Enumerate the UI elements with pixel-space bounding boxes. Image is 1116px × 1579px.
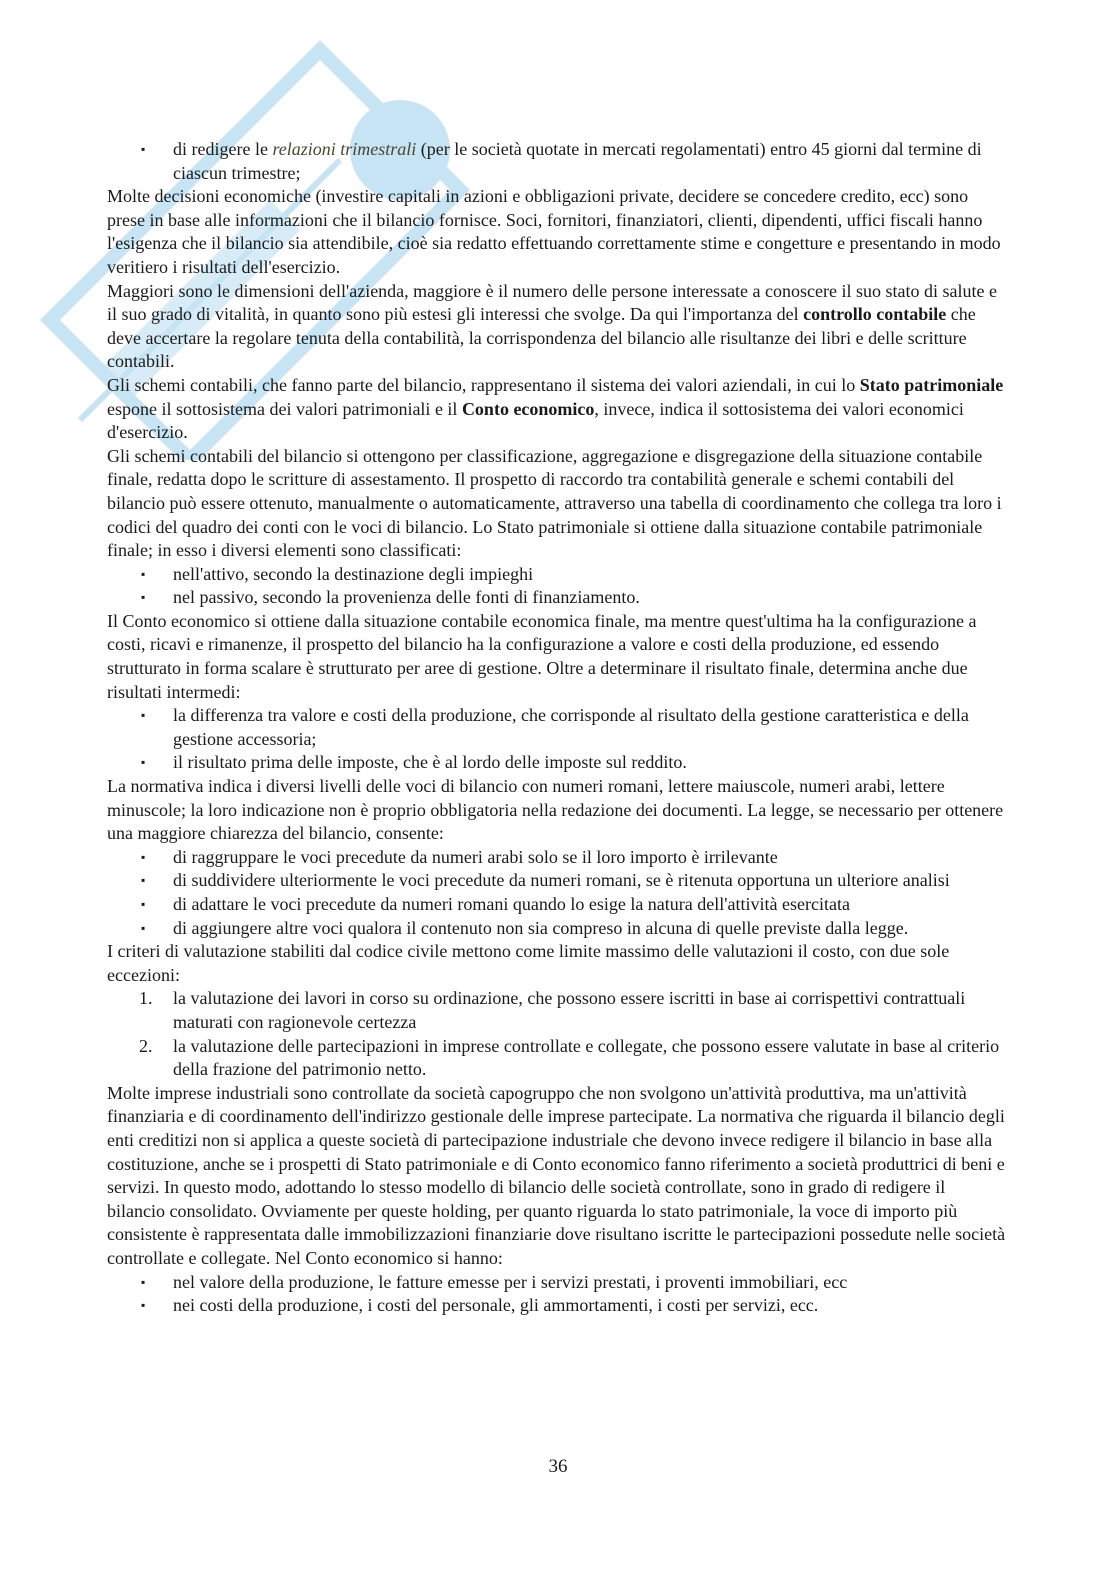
bullet-item bbox=[107, 1294, 1007, 1318]
text-run: nei costi della produzione, i costi del personale, gli ammortamenti, i costi per servizi, ecc. bbox=[173, 1295, 819, 1316]
bullet-item bbox=[107, 846, 1007, 870]
paragraph bbox=[107, 610, 1007, 704]
text-run: che deve accertare la regolare tenuta della contabilità, la corrispondenza del bilancio alle risultanze dei libri e delle scritture contabili. bbox=[107, 304, 976, 372]
page-number: 36 bbox=[548, 1456, 568, 1477]
list-number: 2. bbox=[139, 1035, 153, 1056]
text-run: nel passivo, secondo la provenienza delle fonti di finanziamento. bbox=[173, 587, 640, 608]
document-body bbox=[107, 138, 1007, 1318]
text-run: la differenza tra valore e costi della produzione, che corrisponde al risultato della gestione caratteristica e della gestione accessoria; bbox=[173, 705, 969, 749]
bullet-item bbox=[107, 138, 1007, 185]
bullet-marker-icon: ▪ bbox=[141, 873, 146, 888]
numbered-item bbox=[107, 1035, 1007, 1082]
bullet-item bbox=[107, 563, 1007, 587]
text-run: di raggruppare le voci precedute da numeri arabi solo se il loro importo è irrilevante bbox=[173, 846, 778, 867]
bullet-item bbox=[107, 586, 1007, 610]
text-run: di suddividere ulteriormente le voci precedute da numeri romani, se è ritenuta opportuna un ulteriore analisi bbox=[173, 870, 950, 891]
bullet-marker-icon: ▪ bbox=[141, 1298, 146, 1313]
paragraph bbox=[107, 374, 1007, 445]
paragraph bbox=[107, 185, 1007, 279]
bullet-marker-icon: ▪ bbox=[141, 849, 146, 864]
bullet-item bbox=[107, 1271, 1007, 1295]
bullet-marker-icon: ▪ bbox=[141, 142, 146, 156]
text-run: La normativa indica i diversi livelli delle voci di bilancio con numeri romani, lettere maiuscole, numeri arabi, lettere minuscole; la loro indicazione non è proprio obbligatoria nella redazione dei documenti. La legge, se necessario per ottenere una maggiore chiarezza del bilancio, consente: bbox=[107, 776, 1004, 844]
text-run: espone il sottosistema dei valori patrimoniali e il bbox=[107, 398, 462, 419]
list-number: 1. bbox=[139, 988, 153, 1009]
paragraph bbox=[107, 940, 1007, 987]
paragraph bbox=[107, 1082, 1007, 1271]
text-run: la valutazione dei lavori in corso su ordinazione, che possono essere iscritti in base ai corrispettivi contrattuali maturati con ragionevole certezza bbox=[173, 988, 966, 1032]
paragraph bbox=[107, 445, 1007, 563]
bullet-item bbox=[107, 869, 1007, 893]
text-run: , invece, indica il sottosistema dei valori economici d'esercizio. bbox=[107, 398, 964, 443]
text-run: di adattare le voci precedute da numeri romani quando lo esige la natura dell'attività esercitata bbox=[173, 894, 850, 914]
bullet-marker-icon: ▪ bbox=[141, 1274, 146, 1289]
text-run: Molte decisioni economiche (investire capitali in azioni e obbligazioni private, decidere se concedere credito, ecc) sono prese in base alle informazioni che il bilancio fornisce. Soci, fornitori, finanziatori, clienti, dipendenti, uffici fiscali hanno l'esigenza che il bilancio sia attendibile, cioè sia redatto effettuando correttamente stime e congetture e presentando in modo veritiero i risultati dell'esercizio. bbox=[107, 186, 1001, 277]
bullet-marker-icon: ▪ bbox=[141, 590, 146, 605]
italic-term: relazioni trimestrali bbox=[272, 139, 417, 159]
text-run: di aggiungere altre voci qualora il contenuto non sia compreso in alcuna di quelle previste dalla legge. bbox=[173, 917, 909, 938]
paragraph bbox=[107, 775, 1007, 846]
text-run: Molte imprese industriali sono controllate da società capogruppo che non svolgono un'attività produttiva, ma un'attività finanziaria e di coordinamento dell'indirizzo gestionale delle imprese partecipate. La normativa che riguarda il bilancio degli enti creditizi non si applica a queste società di partecipazione industriale che devono invece redigere il bilancio in base alla costituzione, anche se i prospetti di Stato patrimoniale e di Conto economico fanno riferimento a società produttrici di beni e servizi. In questo modo, adottando lo stesso modello di bilancio delle società controllate, sono in grado di redigere il bilancio consolidato. Ovviamente per queste holding, per quanto riguarda lo stato patrimoniale, la voce di importo più consistente è rappresentata dalle immobilizzazioni finanziarie dove risultano iscritte le partecipazioni possedute nelle società controllate e collegate. Nel Conto economico si hanno: bbox=[107, 1082, 1006, 1268]
numbered-item bbox=[107, 987, 1007, 1034]
bullet-item bbox=[107, 917, 1007, 941]
text-run: nel valore della produzione, le fatture emesse per i servizi prestati, i proventi immobiliari, ecc bbox=[173, 1271, 848, 1292]
bold-term: Conto economico bbox=[461, 398, 595, 419]
bullet-item bbox=[107, 893, 1007, 917]
bullet-item bbox=[107, 704, 1007, 751]
bold-term: controllo contabile bbox=[803, 304, 947, 325]
text-run: la valutazione delle partecipazioni in imprese controllate e collegate, che possono essere valutate in base al criterio della frazione del patrimonio netto. bbox=[173, 1035, 1000, 1080]
bullet-item bbox=[107, 751, 1007, 775]
bullet-marker-icon: ▪ bbox=[141, 566, 146, 581]
text-run: Gli schemi contabili del bilancio si ottengono per classificazione, aggregazione e disgregazione della situazione contabile finale, redatta dopo le scritture di assestamento. Il prospetto di raccordo tra contabilità generale e schemi contabili del bilancio può essere ottenuto, manualmente o automaticamente, attraverso una tabella di coordinamento che collega tra loro i codici del quadro dei conti con le voci di bilancio. Lo Stato patrimoniale si ottiene dalla situazione contabile patrimoniale finale; in esso i diversi elementi sono classificati: bbox=[107, 445, 1002, 561]
paragraph bbox=[107, 280, 1007, 374]
text-run: I criteri di valutazione stabiliti dal codice civile mettono come limite massimo delle valutazioni il costo, con due sole eccezioni: bbox=[107, 941, 950, 985]
bullet-marker-icon: ▪ bbox=[141, 708, 146, 723]
text-run: il risultato prima delle imposte, che è al lordo delle imposte sul reddito. bbox=[173, 752, 687, 773]
text-run: Il Conto economico si ottiene dalla situazione contabile economica finale, ma mentre quest'ultima ha la configurazione a costi, ricavi e rimanenze, il prospetto del bilancio ha la configurazione a valore e costi della produzione, ed essendo strutturato in forma scalare è strutturato per aree di gestione. Oltre a determinare il risultato finale, determina anche due risultati intermedi: bbox=[107, 610, 977, 702]
bullet-marker-icon: ▪ bbox=[141, 920, 146, 935]
bold-term: Stato patrimoniale bbox=[859, 374, 1004, 395]
bullet-marker-icon: ▪ bbox=[141, 755, 146, 770]
text-run: Gli schemi contabili, che fanno parte del bilancio, rappresentano il sistema dei valori aziendali, in cui lo bbox=[107, 374, 860, 395]
text-run: nell'attivo, secondo la destinazione degli impieghi bbox=[173, 563, 534, 584]
text-run: Maggiori sono le dimensioni dell'azienda, maggiore è il numero delle persone interessate a conoscere il suo stato di salute e il suo grado di vitalità, in quanto sono più estesi gli interessi che svolge. Da qui l'importanza del bbox=[107, 280, 997, 325]
text-run: (per le società quotate in mercati regolamentati) entro 45 giorni dal termine di ciascun trimestre; bbox=[173, 139, 982, 183]
bullet-marker-icon: ▪ bbox=[141, 897, 146, 911]
text-run: di redigere le bbox=[173, 139, 273, 159]
